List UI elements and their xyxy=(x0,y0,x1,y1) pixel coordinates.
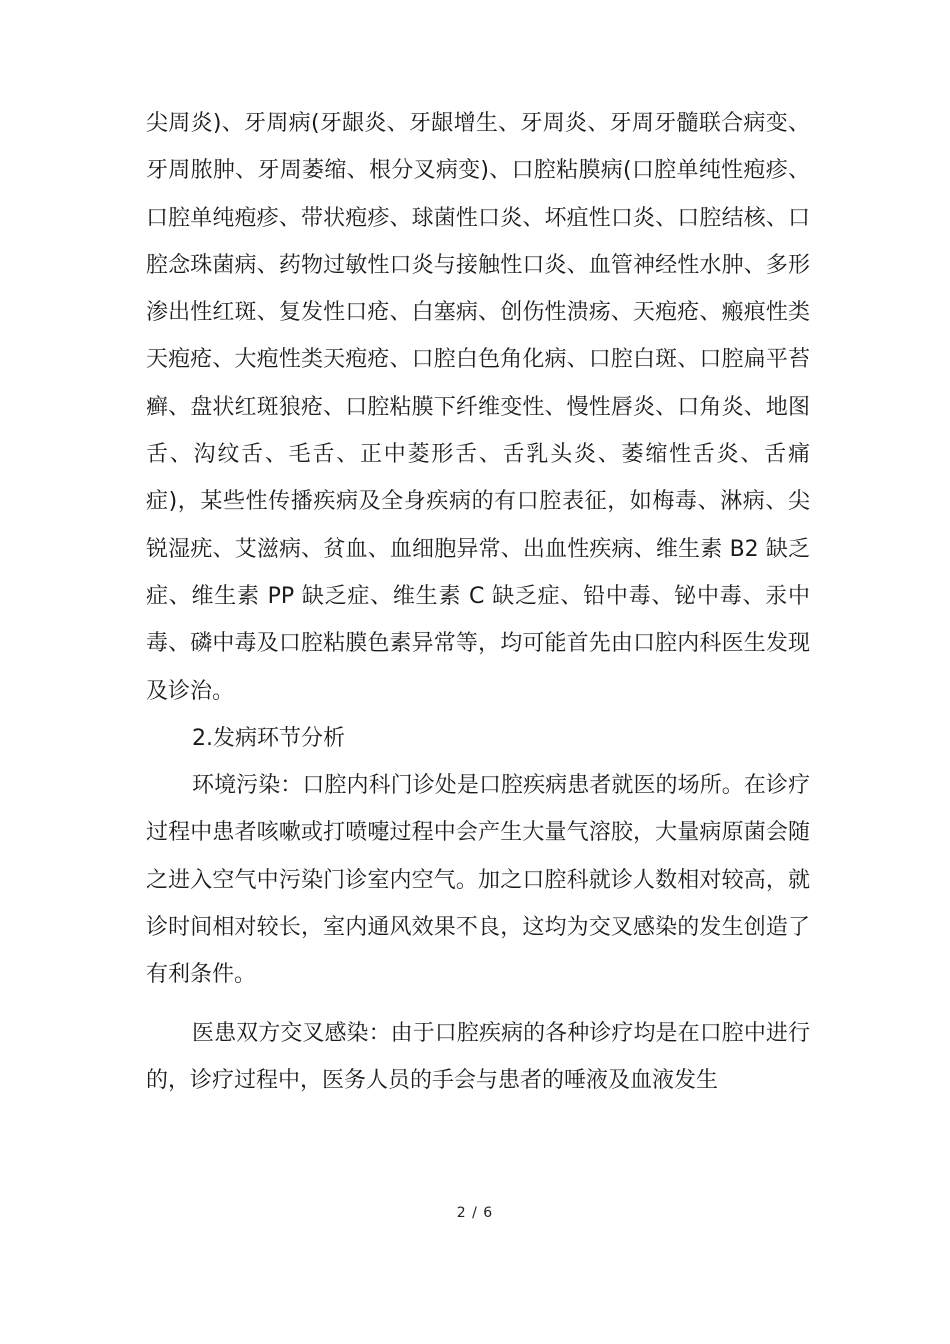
page-body xyxy=(146,100,810,1104)
paragraph-environmental-pollution: 环境污染：口腔内科门诊处是口腔疾病患者就医的场所。在诊疗过程中患者咳嗽或打喷嚏过程中会产生大量气溶胶，大量病原菌会随之进入空气中污染门诊室内空气。加之口腔科就诊人数相对较高，就诊时间相对较长，室内通风效果不良，这均为交叉感染的发生创造了有利条件。 xyxy=(146,773,810,988)
page-number: 2 / 6 xyxy=(456,1205,494,1221)
paragraph-spacer xyxy=(146,999,810,1010)
paragraph-cross-infection: 医患双方交叉感染：由于口腔疾病的各种诊疗均是在口腔中进行的，诊疗过程中，医务人员的手会与患者的唾液及血液发生 xyxy=(146,1020,810,1093)
section-heading: 2.发病环节分析 xyxy=(192,725,345,751)
paragraph-disease-list: 尖周炎)、牙周病(牙龈炎、牙龈增生、牙周炎、牙周牙髓联合病变、牙周脓肿、牙周萎缩、根分叉病变)、口腔粘膜病(口腔单纯性疱疹、口腔单纯疱疹、带状疱疹、球菌性口炎、坏疽性口炎、口腔结核、口腔念珠菌病、药物过敏性口炎与接触性口炎、血管神经性水肿、多形渗出性红斑、复发性口疮、白塞病、创伤性溃疡、天疱疮、瘢痕性类天疱疮、大疱性类天疱疮、口腔白色角化病、口腔白斑、口腔扁平苔癣、盘状红斑狼疮、口腔粘膜下纤维变性、慢性唇炎、口角炎、地图舌、沟纹舌、毛舌、正中菱形舌、舌乳头炎、萎缩性舌炎、舌痛症)，某些性传播疾病及全身疾病的有口腔表征，如梅毒、淋病、尖锐湿疣、艾滋病、贫血、血细胞异常、出血性疾病、维生素 B2 缺乏症、维生素 PP 缺乏症、维生素 C 缺乏症、铅中毒、铋中毒、汞中毒、磷中毒及口腔粘膜色素异常等，均可能首先由口腔内科医生发现及诊治。 xyxy=(146,111,810,704)
